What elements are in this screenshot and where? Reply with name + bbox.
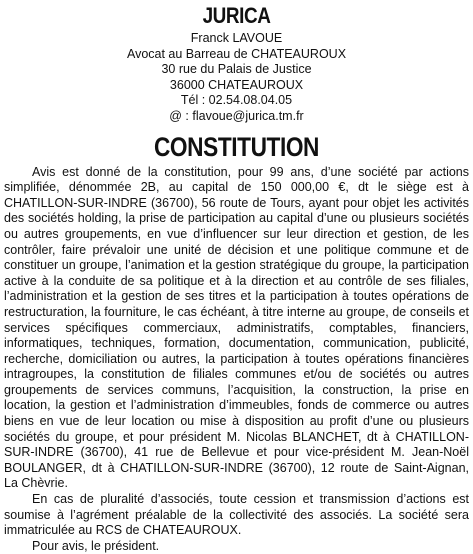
lawyer-name: Franck LAVOUE [190,31,283,45]
notice-heading: CONSTITUTION [153,131,320,162]
lawyer-city: 36000 CHATEAUROUX [169,77,304,92]
lawyer-street: 30 rue du Palais de Justice [161,62,312,77]
notice-body [4,165,469,554]
notice-paragraph-constitution: Avis est donné de la constitution, pour 99 ans, d’une société par actions simplifiée, dénommée 2B, au capital de 150 000,00 €, dt le siège est à CHATILLON-SUR-INDRE (36700), 56 route de Tours, ayant pour objet les activités des sociétés holding, la prise de participation au capital d’une ou plusieurs sociétés ou autres groupements, en vue d’influencer sur leur direction et gestion, de les contrôler, faire prévaloir une unité de décision et une politique commune et de constituer un groupe, l’animation et la gestion stratégique du groupe, la participation active à la conduite de sa politique et à la direction et au contrôle de ses filiales, l’administration et la gestion de ses titres et la participation à toutes opérations de restructuration, la fourniture, le cas échéant, à titre interne au groupe, de conseils et services spécifiques commerciaux, administratifs, comptables, financiers, informatiques, techniques, formation, documentation, communication, publicité, recherche, domiciliation ou autres, la participation à toutes opérations financières intragroupes, la constitution de filiales communes et/ou de sociétés ou autres groupements de services communs, l’acquisition, la construction, la prise en location, la gestion et l’administration d’immeubles, fonds de commerce ou autres biens en vue de leur location ou mise à disposition au profit d’une ou plusieurs sociétés du groupe, et pour président M. Nicolas BLANCHET, dt à CHATILLON-SUR-INDRE (36700), 41 rue de Bellevue et pour vice-président M. Jean-Noël BOULANGER, dt à CHATILLON-SUR-INDRE (36700), 12 route de Saint-Aignan, La Chèvrie. [4,164,469,491]
notice-paragraph-share-transfer: En cas de pluralité d’associés, toute cession et transmission d’actions est soumise à l’agrément préalable de la collectivité des associés. La société sera immatriculée au RCS de CHATEAUROUX. [4,492,469,538]
notice-paragraph-signature: Pour avis, le président. [32,538,160,553]
lawyer-phone: Tél : 02.54.08.04.05 [180,93,293,108]
lawyer-email: @ : flavoue@jurica.tm.fr [169,108,304,123]
lawyer-contact-block [4,31,469,125]
firm-name: JURICA [202,3,271,28]
lawyer-title: Avocat au Barreau de CHATEAUROUX [126,46,347,61]
